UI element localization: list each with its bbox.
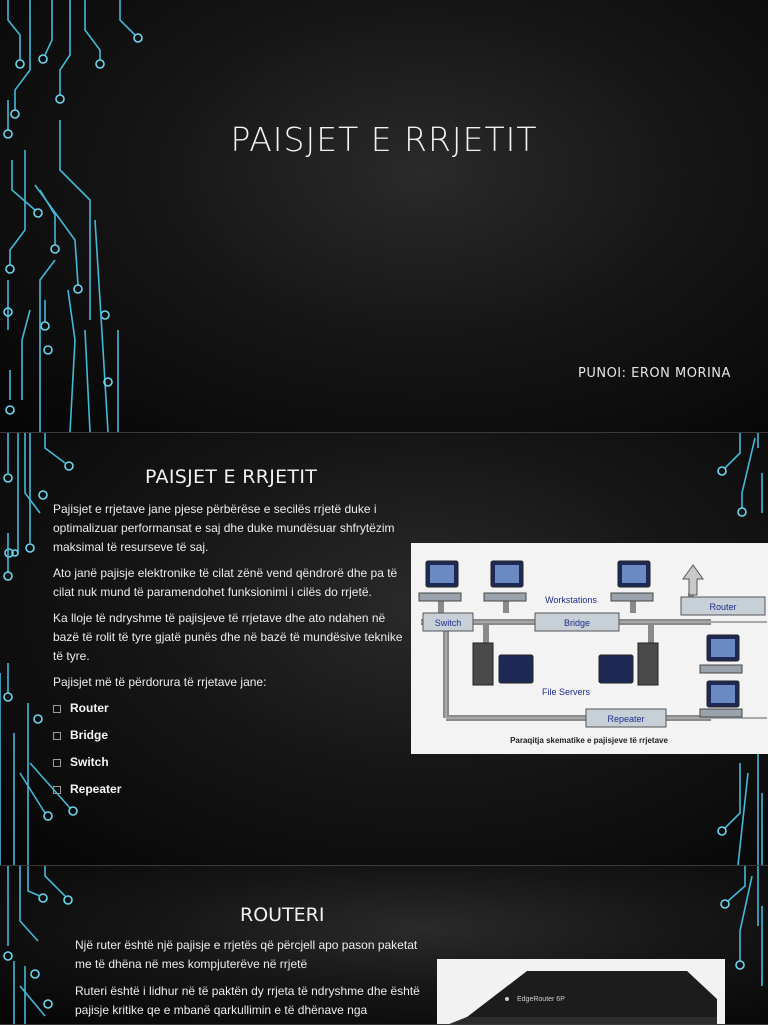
slide-title-heading: PAISJET E RRJETIT <box>230 120 538 159</box>
paragraph: Pajisjet e rrjetave jane pjese përbërëse e secilës rrjetë duke i optimalizuar performansat e saj dhe duke mundësuar shfrytëzim maksimal të resurseve të saj. <box>53 502 395 554</box>
list-item: Bridge <box>53 726 411 745</box>
bullet-box-icon <box>53 732 61 740</box>
router-brand-label: EdgeRouter 6P <box>517 996 565 1003</box>
paragraph: Ruteri është i lidhur në të paktën dy rrjeta të ndryshme dhe është pajisje kritike qe e mbanë qarkullimin e të dhënave nga <box>75 984 420 1017</box>
router-photo <box>437 959 725 1025</box>
list-item: Repeater <box>53 780 411 799</box>
paragraph: Ato janë pajisje elektronike të cilat zënë vend qëndrorë dhe pa të cilat nuk mund të paramendohet funksionimi i cilës do rrjetë. <box>53 566 398 599</box>
list-item: Switch <box>53 753 411 772</box>
diagram-workstations-label: Workstations <box>545 595 597 605</box>
network-diagram <box>411 543 768 754</box>
diagram-bridge-label: Bridge <box>563 618 591 628</box>
slide-router[interactable] <box>0 866 768 1025</box>
devices-text-block <box>53 500 411 807</box>
slide-title[interactable] <box>0 0 768 433</box>
router-text-block <box>75 936 430 1025</box>
device-list <box>53 699 411 799</box>
diagram-router-label: Router <box>709 602 737 612</box>
slide-devices[interactable] <box>0 433 768 866</box>
diagram-repeater-label: Repeater <box>607 714 645 724</box>
paragraph: Ka lloje të ndryshme të pajisjeve të rrjetave dhe ato ndahen në bazë të rolit të tyre gjatë punës dhe në bazë të mundësive teknike të tyre. <box>53 611 403 663</box>
bullet-box-icon <box>53 705 61 713</box>
slide-heading: PAISJET E RRJETIT <box>145 466 318 488</box>
bullet-box-icon <box>53 786 61 794</box>
slide-heading: ROUTERI <box>240 904 325 926</box>
diagram-switch-label: Switch <box>434 618 462 628</box>
diagram-caption: Paraqitja skematike e pajisjeve të rrjetave <box>510 736 668 745</box>
bullet-box-icon <box>53 759 61 767</box>
list-item: Router <box>53 699 411 718</box>
paragraph: Pajisjet më të përdorura të rrjetave jane: <box>53 675 267 689</box>
paragraph: Një ruter është një pajisje e rrjetës që përcjell apo pason paketat me të dhëna në mes kompjuterëve në rrjetë <box>75 938 418 971</box>
author-credit: PUNOI: ERON MORINA <box>578 366 731 381</box>
diagram-file-servers-label: File Servers <box>541 687 591 697</box>
